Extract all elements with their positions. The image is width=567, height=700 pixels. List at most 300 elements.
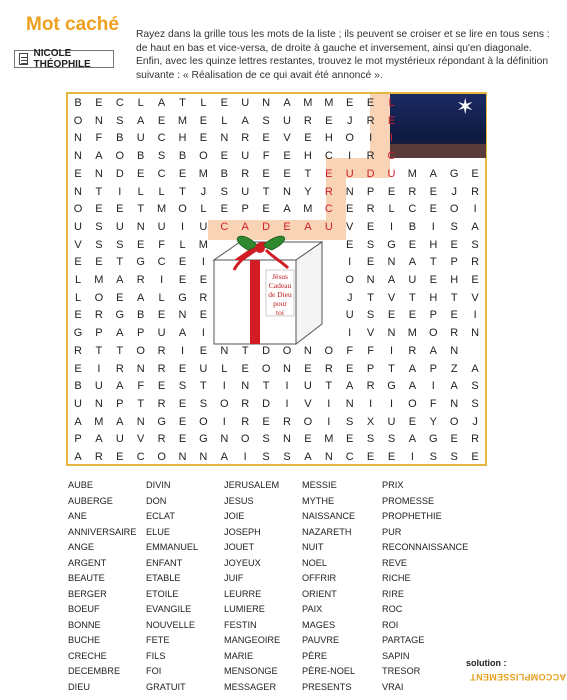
grid-letter: E	[366, 220, 375, 233]
grid-letter: Y	[429, 415, 437, 428]
grid-letter: U	[157, 327, 166, 340]
grid-letter: C	[157, 167, 166, 180]
grid-letter: A	[283, 203, 291, 216]
grid-letter: R	[324, 185, 333, 198]
grid-letter: R	[324, 362, 333, 375]
grid-letter: I	[180, 344, 185, 357]
grid-letter: S	[220, 185, 228, 198]
grid-letter: E	[116, 291, 124, 304]
grid-letter: C	[115, 97, 124, 109]
grid-letter: R	[157, 397, 166, 410]
grid-letter: E	[95, 97, 103, 109]
grid-letter: F	[158, 238, 165, 251]
grid-letter: I	[369, 397, 373, 410]
grid-letter: S	[157, 150, 166, 163]
grid-letter: A	[157, 97, 166, 109]
grid-letter: E	[137, 167, 145, 180]
grid-letter: F	[95, 132, 103, 145]
word-list-item: NOEL	[302, 557, 328, 568]
word-list-item: PROMESSE	[382, 495, 435, 506]
grid-letter: E	[366, 256, 375, 269]
grid-letter: N	[94, 397, 103, 410]
grid-letter: A	[304, 451, 312, 463]
grid-letter: J	[346, 114, 353, 127]
grid-letter: A	[408, 362, 417, 375]
grid-letter: U	[408, 274, 417, 286]
grid-letter: I	[243, 451, 247, 463]
grid-letter: A	[429, 167, 437, 180]
grid-area	[68, 94, 485, 464]
word-list-item: PROPHETHIE	[382, 511, 442, 521]
grid-letter: A	[429, 344, 437, 357]
grid-letter: N	[136, 362, 145, 375]
grid-letter: M	[324, 433, 334, 446]
grid-letter: H	[303, 150, 312, 163]
grid-letter: A	[74, 415, 82, 428]
word-list-item: NAISSANCE	[302, 511, 356, 521]
grid-letter: S	[116, 238, 124, 251]
grid-letter: C	[387, 150, 396, 163]
word-list-item: PRESENTS	[302, 681, 352, 692]
grid-letter: R	[366, 114, 375, 127]
grid-letter: U	[241, 185, 250, 198]
word-list-item: DIVIN	[146, 480, 171, 490]
grid-letter: R	[199, 291, 208, 304]
grid-letter: F	[429, 397, 437, 410]
grid-letter: P	[116, 397, 124, 410]
grid-letter: O	[429, 327, 438, 340]
grid-letter: L	[74, 274, 82, 286]
grid-letter: N	[283, 185, 291, 198]
word-list-item: OFFRIR	[302, 573, 337, 583]
grid-letter: O	[199, 415, 208, 428]
grid-letter: V	[74, 238, 82, 251]
word-list-item: JOYEUX	[224, 557, 261, 568]
grid-letter: C	[220, 220, 229, 233]
grid-letter: M	[177, 114, 188, 127]
grid-letter: A	[74, 451, 82, 463]
grid-letter: I	[348, 150, 352, 163]
word-list-item: DECEMBRE	[68, 666, 121, 676]
grid-letter: G	[449, 167, 459, 180]
grid-letter: R	[241, 415, 250, 428]
grid-letter: N	[94, 167, 103, 180]
grid-letter: A	[471, 362, 479, 375]
grid-letter: H	[178, 132, 187, 145]
grid-letter: N	[136, 220, 145, 233]
grid-letter: E	[304, 433, 312, 446]
grid-letter: N	[241, 380, 250, 393]
grid-letter: E	[346, 362, 354, 375]
grid-letter: O	[220, 397, 229, 410]
grid-letter: N	[450, 397, 459, 410]
grid-letter: M	[407, 167, 417, 180]
grid-letter: G	[178, 291, 187, 304]
grid-letter: R	[74, 344, 82, 357]
grid-letter: S	[283, 451, 291, 463]
word-list-item: ETABLE	[146, 573, 181, 583]
grid-letter: R	[157, 433, 166, 446]
grid-letter: I	[389, 132, 394, 145]
grid-letter: U	[115, 433, 124, 446]
grid-letter: T	[241, 344, 249, 357]
grid-letter: S	[95, 238, 103, 251]
gift-tag-line: Jésus	[272, 272, 288, 281]
word-list-item: MAGES	[302, 619, 336, 630]
grid-letter: C	[157, 132, 166, 145]
grid-letter: P	[74, 433, 82, 446]
grid-letter: H	[429, 291, 438, 304]
word-list-item: BOEUF	[68, 604, 100, 614]
grid-letter: A	[408, 380, 417, 393]
word-list-item: NUIT	[302, 542, 324, 552]
grid-letter: E	[178, 167, 187, 180]
grid-letter: E	[387, 114, 396, 127]
grid-letter: O	[178, 203, 187, 216]
grid-letter: I	[327, 415, 331, 428]
grid-letter: S	[262, 451, 270, 463]
grid-letter: U	[74, 220, 82, 233]
grid-letter: R	[157, 362, 166, 375]
word-list-item: ETOILE	[146, 588, 179, 599]
grid-letter: L	[179, 238, 186, 251]
grid-letter: I	[389, 220, 394, 233]
grid-letter: A	[137, 114, 145, 127]
grid-letter: O	[449, 203, 459, 216]
grid-letter: R	[450, 327, 459, 340]
grid-letter: T	[137, 203, 145, 216]
grid-letter: I	[473, 309, 477, 322]
grid-letter: U	[303, 380, 312, 393]
grid-letter: R	[241, 167, 250, 180]
grid-letter: I	[201, 256, 205, 269]
grid-letter: E	[95, 203, 103, 216]
word-list-item: JOSEPH	[224, 526, 261, 537]
grid-letter: N	[74, 185, 82, 198]
grid-letter: E	[450, 433, 458, 446]
grid-letter: E	[95, 256, 103, 269]
grid-letter: E	[366, 97, 375, 109]
grid-letter: C	[324, 150, 333, 163]
grid-letter: E	[137, 238, 145, 251]
grid-letter: L	[137, 185, 144, 198]
grid-letter: R	[408, 185, 417, 198]
grid-letter: A	[95, 150, 103, 163]
grid-letter: F	[367, 344, 374, 357]
grid-letter: B	[137, 150, 145, 163]
grid-letter: T	[116, 344, 124, 357]
grid-letter: A	[408, 433, 417, 446]
grid-letter: Z	[450, 362, 458, 375]
grid-letter: I	[180, 220, 185, 233]
grid-letter: I	[389, 397, 394, 410]
word-list-item: JUIF	[224, 573, 244, 583]
grid-letter: O	[94, 291, 104, 304]
grid-letter: E	[199, 114, 208, 127]
word-list-item: ENFANT	[146, 557, 183, 568]
grid-letter: A	[346, 380, 354, 393]
grid-letter: A	[116, 415, 124, 428]
grid-letter: S	[366, 238, 375, 251]
grid-letter: E	[450, 238, 458, 251]
grid-letter: E	[178, 256, 187, 269]
grid-letter: E	[429, 185, 437, 198]
grid-letter: N	[220, 433, 229, 446]
grid-letter: J	[472, 415, 478, 428]
word-list-item: VRAI	[382, 681, 404, 692]
grid-letter: A	[471, 220, 479, 233]
grid-letter: V	[304, 397, 312, 410]
grid-letter: P	[241, 203, 249, 216]
grid-letter: E	[304, 132, 312, 145]
grid-letter: E	[116, 451, 124, 463]
word-list-item: SAPIN	[382, 650, 410, 661]
grid-letter: I	[327, 397, 331, 410]
grid-letter: N	[471, 327, 480, 340]
grid-letter: E	[283, 150, 291, 163]
grid-letter: E	[157, 309, 166, 322]
grid-letter: S	[450, 451, 458, 463]
grid-letter: M	[94, 415, 104, 428]
word-list-item: ROC	[382, 604, 403, 614]
grid-letter: A	[408, 256, 417, 269]
word-list-item: ROI	[382, 619, 399, 630]
grid-letter: E	[178, 433, 187, 446]
word-list-item: MARIE	[224, 650, 254, 661]
grid-letter: S	[262, 433, 270, 446]
grid-letter: U	[199, 362, 208, 375]
word-list-item: PUR	[382, 526, 402, 537]
grid-letter: A	[241, 114, 249, 127]
grid-letter: L	[388, 203, 395, 216]
word-list-item: ANE	[68, 511, 87, 521]
grid-letter: R	[115, 362, 124, 375]
grid-letter: F	[262, 150, 270, 163]
gift-tag-line: Cadeau	[268, 281, 292, 290]
grid-letter: N	[387, 327, 396, 340]
word-list-item: AUBE	[68, 480, 94, 490]
grid-letter: E	[199, 274, 208, 286]
grid-letter: U	[157, 220, 166, 233]
grid-letter: N	[387, 256, 396, 269]
word-list-item: RIRE	[382, 588, 404, 599]
grid-letter: J	[346, 291, 353, 304]
grid-letter: E	[283, 220, 291, 233]
word-list-item: PAUVRE	[302, 635, 340, 645]
grid-letter: D	[262, 220, 271, 233]
grid-letter: S	[95, 220, 103, 233]
grid-letter: U	[324, 220, 333, 233]
grid-letter: S	[429, 451, 437, 463]
grid-letter: T	[367, 291, 374, 304]
grid-letter: E	[220, 150, 228, 163]
grid-letter: H	[429, 238, 438, 251]
grid-letter: S	[471, 238, 479, 251]
grid-letter: S	[262, 114, 270, 127]
grid-letter: E	[178, 274, 187, 286]
word-list-item: ARGENT	[68, 557, 107, 568]
grid-letter: I	[97, 362, 101, 375]
grid-letter: E	[387, 451, 396, 463]
grid-letter: E	[74, 362, 82, 375]
word-list-item: EMMANUEL	[146, 542, 199, 552]
grid-letter: H	[450, 274, 459, 286]
grid-letter: N	[324, 451, 333, 463]
grid-letter: M	[407, 327, 417, 340]
grid-letter: M	[198, 167, 208, 180]
grid-letter: U	[94, 380, 103, 393]
grid-letter: G	[115, 309, 125, 322]
grid-letter: H	[324, 132, 333, 145]
grid-letter: S	[471, 380, 479, 393]
grid-letter: T	[409, 291, 416, 304]
grid-letter: S	[116, 114, 124, 127]
grid-letter: C	[408, 203, 417, 216]
grid-letter: C	[324, 203, 333, 216]
word-list-item: CRECHE	[68, 650, 107, 661]
word-list-item: PÈRE-NOEL	[302, 666, 356, 676]
grid-letter: M	[198, 238, 208, 251]
grid-letter: T	[388, 362, 395, 375]
grid-letter: I	[118, 185, 122, 198]
grid-letter: U	[345, 309, 354, 322]
grid-letter: P	[366, 185, 375, 198]
grid-letter: R	[471, 256, 480, 269]
grid-letter: E	[262, 167, 270, 180]
word-list-item: PÈRE	[302, 650, 328, 661]
grid-letter: E	[262, 203, 270, 216]
grid-letter: D	[366, 167, 375, 180]
grid-letter: E	[471, 451, 479, 463]
document-icon	[19, 53, 28, 65]
word-list-item: BERGER	[68, 588, 107, 599]
grid-letter: S	[346, 415, 354, 428]
grid-letter: I	[222, 415, 226, 428]
word-list-item: GRATUIT	[146, 681, 186, 692]
grid-letter: R	[241, 397, 250, 410]
author-tag	[14, 50, 114, 68]
grid-letter: B	[220, 167, 228, 180]
word-list-item: FOI	[146, 666, 162, 676]
grid-letter: A	[387, 274, 396, 286]
grid-letter: O	[408, 397, 417, 410]
grid-letter: R	[157, 344, 166, 357]
grid-letter: R	[471, 185, 480, 198]
word-list-item: MENSONGE	[224, 666, 278, 676]
grid-letter: N	[74, 132, 82, 145]
word-list-item: JERUSALEM	[224, 480, 280, 490]
grid-letter: L	[200, 203, 207, 216]
word-list-item: NOUVELLE	[146, 619, 196, 630]
grid-letter: B	[74, 97, 82, 109]
grid-letter: N	[199, 451, 208, 463]
grid-letter: P	[429, 362, 437, 375]
grid-letter: R	[471, 433, 480, 446]
grid-letter: F	[137, 380, 145, 393]
word-list-item: JOIE	[224, 511, 245, 521]
grid-letter: E	[471, 274, 479, 286]
grid-letter: R	[366, 203, 375, 216]
grid-letter: J	[451, 185, 457, 198]
grid-letter: N	[283, 433, 291, 446]
grid-letter: E	[157, 380, 166, 393]
grid-letter: S	[471, 397, 479, 410]
grid-letter: R	[94, 309, 103, 322]
grid-letter: U	[387, 415, 396, 428]
grid-letter: O	[324, 344, 334, 357]
grid-letter: V	[366, 327, 375, 340]
grid-letter: G	[157, 415, 166, 428]
word-list-item: ANGE	[68, 542, 95, 552]
grid-letter: A	[137, 291, 145, 304]
grid-letter: E	[325, 114, 333, 127]
grid-letter: L	[221, 362, 228, 375]
word-search-grid	[66, 92, 487, 466]
grid-letter: E	[199, 132, 208, 145]
grid-letter: N	[220, 132, 229, 145]
grid-letter: E	[74, 167, 82, 180]
grid-letter: I	[410, 451, 414, 463]
word-list-item: ECLAT	[146, 511, 175, 521]
grid-letter: E	[157, 114, 166, 127]
grid-letter: N	[303, 344, 312, 357]
word-list-item: FETE	[146, 635, 170, 645]
grid-letter: N	[345, 397, 354, 410]
grid-letter: L	[158, 185, 165, 198]
grid-letter: O	[157, 451, 166, 463]
word-list-item: JOUET	[224, 542, 255, 552]
grid-letter: I	[285, 397, 289, 410]
grid-letter: Y	[304, 185, 312, 198]
solution-answer: ACCOMPLISSEMENT	[469, 672, 566, 682]
grid-letter: E	[408, 415, 417, 428]
grid-letter: X	[366, 415, 375, 428]
grid-letter: V	[137, 433, 145, 446]
grid-letter: I	[160, 274, 164, 286]
grid-letter: E	[262, 415, 270, 428]
grid-letter: D	[115, 167, 124, 180]
grid-letter: S	[450, 220, 458, 233]
grid-letter: E	[429, 203, 437, 216]
grid-letter: L	[74, 291, 82, 304]
grid-letter: E	[429, 274, 437, 286]
word-list-item: REVE	[382, 557, 408, 568]
grid-letter: G	[73, 327, 83, 340]
grid-letter: G	[387, 380, 396, 393]
grid-letter: I	[389, 344, 394, 357]
instructions-text: Rayez dans la grille tous les mots de la liste ; ils peuvent se croiser et se lire en tous sens : de haut en bas et vice-versa, de droite à gauche et inversement, ainsi qu'en diagonale. Enfin, avec les quinze lettres restantes, trouvez le mot mystérieux répondant à la définition suivante : « Réalisation de ce qui avait été annoncé ».	[136, 29, 550, 81]
grid-letter: I	[431, 380, 435, 393]
grid-letter: L	[158, 291, 165, 304]
grid-letter: B	[116, 132, 124, 145]
grid-letter: N	[283, 362, 291, 375]
word-list-item: BEAUTE	[68, 573, 105, 583]
grid-letter: E	[346, 433, 354, 446]
grid-letter: E	[178, 415, 187, 428]
word-list-item: PARTAGE	[382, 635, 425, 645]
grid-letter: N	[345, 185, 354, 198]
grid-letter: S	[366, 309, 375, 322]
grid-letter: U	[74, 397, 82, 410]
word-list-item: MESSAGER	[224, 681, 277, 692]
word-list-item: MANGEOIRE	[224, 635, 281, 645]
word-list-item: PRIX	[382, 480, 404, 490]
grid-letter: A	[283, 97, 291, 109]
grid-letter: O	[282, 344, 292, 357]
grid-letter: E	[199, 309, 208, 322]
grid-letter: O	[199, 150, 208, 163]
grid-letter: I	[369, 132, 373, 145]
